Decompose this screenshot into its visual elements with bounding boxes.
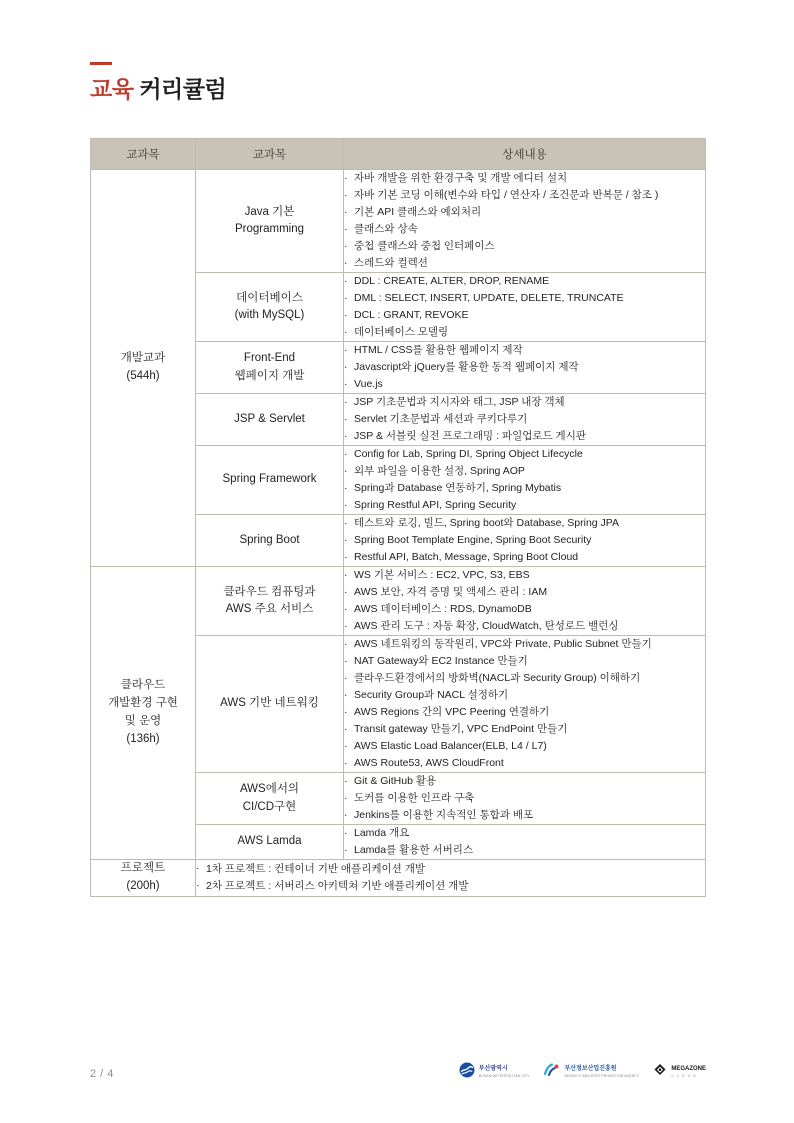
page-title <box>90 62 226 102</box>
page-title-text <box>90 77 226 102</box>
group-label-line3: 및 운영 <box>124 715 162 727</box>
details-cloud-computing-aws <box>344 567 706 636</box>
detail-item: · Jenkins를 이용한 지속적인 통합과 배포 <box>344 807 705 824</box>
project-label-line2: (200h) <box>126 879 160 892</box>
details-project <box>196 860 706 897</box>
detail-item: · Restful API, Batch, Message, Spring Boot Cloud <box>344 549 705 566</box>
megazone-logo-line2: C L O U D <box>671 1073 697 1078</box>
subject-cloud-computing-aws: 클라우드 컴퓨팅과 AWS 주요 서비스 <box>196 567 344 636</box>
group-label-development <box>91 170 196 567</box>
detail-item: · 외부 파일을 이용한 설정, Spring AOP <box>344 463 705 480</box>
logo-megazone-cloud <box>653 1063 706 1082</box>
detail-item: · 1차 프로젝트 : 컨테이너 기반 애플리케이션 개발 <box>196 861 705 878</box>
busan-logo-line1: 부산광역시 <box>478 1066 508 1073</box>
busan-logo-icon <box>459 1062 475 1083</box>
table-row <box>91 170 706 273</box>
detail-item: · 테스트와 로깅, 빌드, Spring boot와 Database, Spring JPA <box>344 515 705 532</box>
detail-item: · Lamda 개요 <box>344 825 705 842</box>
curriculum-table <box>90 138 706 897</box>
detail-item: · JSP 기초문법과 지시자와 태그, JSP 내장 객체 <box>344 394 705 411</box>
subject-aws-cicd: AWS에서의 CI/CD구현 <box>196 773 344 825</box>
detail-item: · 자바 기본 코딩 이해(변수와 타입 / 연산자 / 조건문과 반복문 / 참조 ) <box>344 187 705 204</box>
column-header-subject: 교과목 <box>196 139 344 170</box>
detail-item: · Git & GitHub 활용 <box>344 773 705 790</box>
details-database <box>344 273 706 342</box>
busan-logo-line2: BUSAN METROPOLITAN CITY <box>478 1073 530 1078</box>
subject-aws-networking: AWS 기반 네트워킹 <box>196 636 344 773</box>
detail-item: · Spring Restful API, Spring Security <box>344 497 705 514</box>
detail-item: · Vue.js <box>344 376 705 393</box>
details-spring-boot <box>344 515 706 567</box>
detail-item: · 데이터베이스 모델링 <box>344 324 705 341</box>
detail-item: · 클라우드환경에서의 방화벽(NACL과 Security Group) 이해하기 <box>344 670 705 687</box>
logo-busan-metropolitan-city <box>459 1062 530 1083</box>
table-header-row <box>91 139 706 170</box>
detail-item: · Security Group과 NACL 설정하기 <box>344 687 705 704</box>
megazone-logo-line1: MEGAZONE <box>671 1066 706 1073</box>
detail-item: · 클래스와 상속 <box>344 221 705 238</box>
page-title-plain: 커리큘럼 <box>133 76 227 102</box>
detail-item: · AWS 보안, 자격 증명 및 액세스 관리 : IAM <box>344 584 705 601</box>
bipa-logo-icon <box>543 1063 560 1082</box>
detail-item: · AWS 관리 도구 : 자동 확장, CloudWatch, 탄성로드 밸런싱 <box>344 618 705 635</box>
column-header-category: 교과목 <box>91 139 196 170</box>
detail-item: · NAT Gateway와 EC2 Instance 만들기 <box>344 653 705 670</box>
detail-item: · DCL : GRANT, REVOKE <box>344 307 705 324</box>
detail-item: · Servlet 기초문법과 세션과 쿠키다루기 <box>344 411 705 428</box>
detail-item: · 중첩 클래스와 중첩 인터페이스 <box>344 238 705 255</box>
page-number: 2 / 4 <box>90 1068 114 1080</box>
detail-item: · JSP & 서블릿 실전 프로그래밍 : 파일업로드 게시판 <box>344 428 705 445</box>
subject-spring-framework: Spring Framework <box>196 446 344 515</box>
detail-item: · Spring과 Database 연동하기, Spring Mybatis <box>344 480 705 497</box>
footer-logos <box>459 1062 706 1083</box>
megazone-logo-icon <box>653 1063 667 1082</box>
group-label-line2: 개발환경 구현 <box>108 697 178 710</box>
group-label-line2: (544h) <box>126 370 160 382</box>
details-aws-networking <box>344 636 706 773</box>
page-title-accent: 교육 <box>90 76 134 102</box>
details-spring-framework <box>344 446 706 515</box>
subject-database: 데이터베이스 (with MySQL) <box>196 273 344 342</box>
detail-item: · AWS 네트워킹의 동작원리, VPC와 Private, Public Subnet 만들기 <box>344 636 705 653</box>
bipa-logo-line1: 부산정보산업진흥원 <box>564 1066 617 1073</box>
table-row <box>91 860 706 897</box>
detail-item: · AWS Route53, AWS CloudFront <box>344 755 705 772</box>
subject-spring-boot: Spring Boot <box>196 515 344 567</box>
table-row <box>91 567 706 636</box>
detail-item: · WS 기본 서비스 : EC2, VPC, S3, EBS <box>344 567 705 584</box>
title-rule <box>90 62 112 65</box>
group-label-line1: 클라우드 <box>120 679 166 692</box>
detail-item: · DML : SELECT, INSERT, UPDATE, DELETE, TRUNCATE <box>344 290 705 307</box>
detail-item: · 스레드와 컬렉션 <box>344 255 705 272</box>
group-label-line4: (136h) <box>126 732 160 745</box>
detail-item: · AWS 데이터베이스 : RDS, DynamoDB <box>344 601 705 618</box>
details-frontend <box>344 342 706 394</box>
subject-java-basic: Java 기본 Programming <box>196 170 344 273</box>
details-java-basic <box>344 170 706 273</box>
detail-item: · 기본 API 클래스와 예외처리 <box>344 204 705 221</box>
column-header-details: 상세내용 <box>344 139 706 170</box>
detail-item: · AWS Regions 간의 VPC Peering 연결하기 <box>344 704 705 721</box>
detail-item: · Config for Lab, Spring DI, Spring Object Lifecycle <box>344 446 705 463</box>
subject-aws-lamda: AWS Lamda <box>196 825 344 860</box>
detail-item: · AWS Elastic Load Balancer(ELB, L4 / L7) <box>344 738 705 755</box>
group-label-line1: 개발교과 <box>120 352 166 365</box>
project-label-line1: 프로젝트 <box>120 862 166 874</box>
detail-item: · Transit gateway 만들기, VPC EndPoint 만들기 <box>344 721 705 738</box>
details-aws-cicd <box>344 773 706 825</box>
bipa-logo-line2: BUSAN IT INDUSTRY PROMOTION AGENCY <box>564 1073 640 1078</box>
detail-item: · Lamda를 활용한 서버리스 <box>344 842 705 859</box>
detail-item: · HTML / CSS를 활용한 웹페이지 제작 <box>344 342 705 359</box>
group-label-cloud <box>91 567 196 860</box>
subject-jsp-servlet: JSP & Servlet <box>196 394 344 446</box>
detail-item: · DDL : CREATE, ALTER, DROP, RENAME <box>344 273 705 290</box>
details-jsp-servlet <box>344 394 706 446</box>
logo-busan-it-industry-promotion-agency <box>543 1063 639 1082</box>
detail-item: · 자바 개발을 위한 환경구축 및 개발 에디터 설치 <box>344 170 705 187</box>
detail-item: · Javascript와 jQuery를 활용한 동적 웹페이지 제작 <box>344 359 705 376</box>
detail-item: · 2차 프로젝트 : 서버리스 아키텍쳐 기반 애플리케이션 개발 <box>196 878 705 895</box>
detail-item: · 도커를 이용한 인프라 구축 <box>344 790 705 807</box>
subject-frontend: Front-End 웹페이지 개발 <box>196 342 344 394</box>
details-aws-lamda <box>344 825 706 860</box>
detail-item: · Spring Boot Template Engine, Spring Boot Security <box>344 532 705 549</box>
group-label-project <box>91 860 196 897</box>
